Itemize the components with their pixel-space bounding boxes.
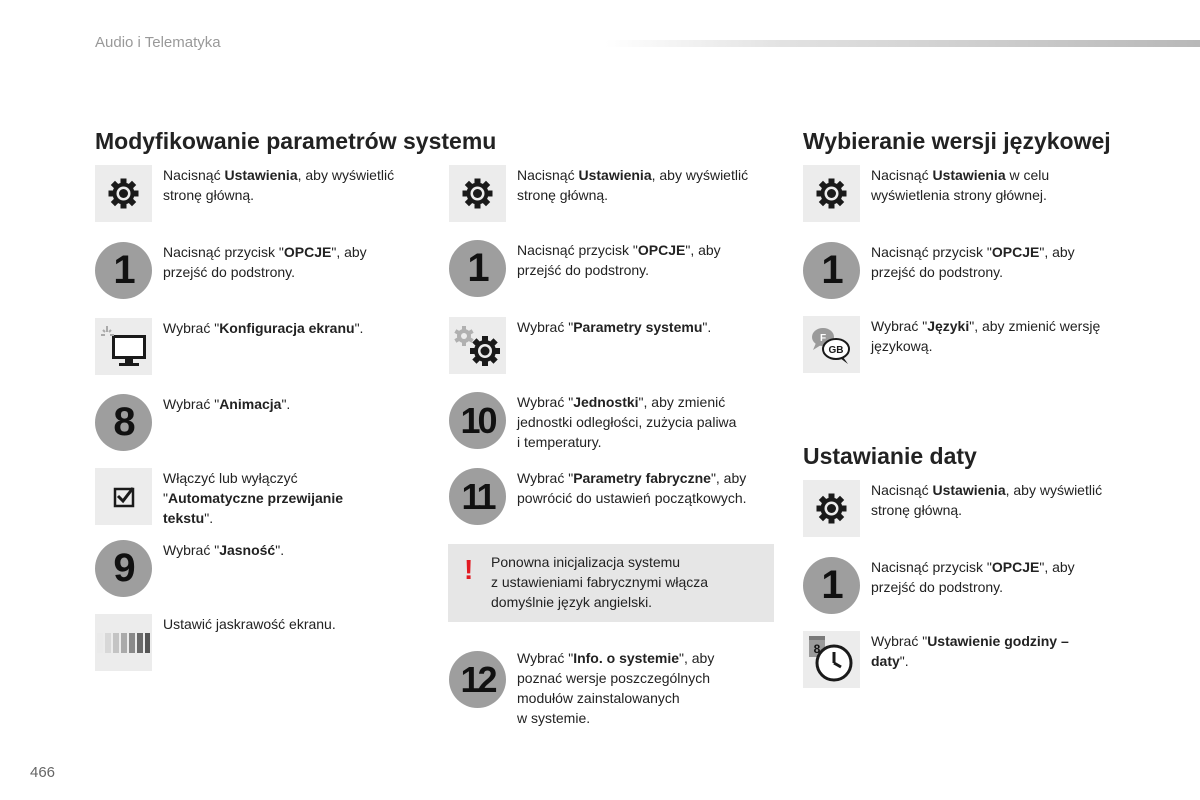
step-number: 10 (449, 392, 506, 449)
section-header: Audio i Telematyka (95, 34, 221, 51)
calendar-clock-icon (803, 631, 860, 688)
language-bubbles-icon (803, 316, 860, 373)
step-number: 1 (803, 557, 860, 614)
step-number: 8 (95, 394, 152, 451)
page-number: 466 (30, 764, 56, 781)
gear-icon (803, 480, 860, 537)
step-number: 1 (449, 240, 506, 297)
gear-icon (95, 165, 152, 222)
language-badge-gb: GB (828, 345, 844, 356)
warning-box: ! Ponowna inicjalizacja systemu z ustawieniami fabrycznymi włącza domyślnie język angielski. (448, 544, 774, 622)
title-system-params: Modyfikowanie parametrów systemu (95, 128, 497, 154)
brightness-bars-icon (95, 614, 152, 671)
step-number: 12 (449, 651, 506, 708)
step-number: 1 (803, 242, 860, 299)
title-language: Wybieranie wersji językowej (803, 128, 1111, 154)
gear-icon (803, 165, 860, 222)
title-date: Ustawianie daty (803, 443, 977, 469)
gear-icon (449, 165, 506, 222)
step-number: 11 (449, 468, 506, 525)
step-number: 9 (95, 540, 152, 597)
step-number: 1 (95, 242, 152, 299)
screen-config-icon (95, 318, 152, 375)
header-gradient-bar (605, 40, 1200, 47)
exclamation-icon: ! (464, 554, 474, 585)
language-badge-f: F (819, 333, 827, 344)
system-params-icon (449, 317, 506, 374)
checkbox-icon (95, 468, 152, 525)
calendar-day-badge: 8 (813, 642, 821, 656)
